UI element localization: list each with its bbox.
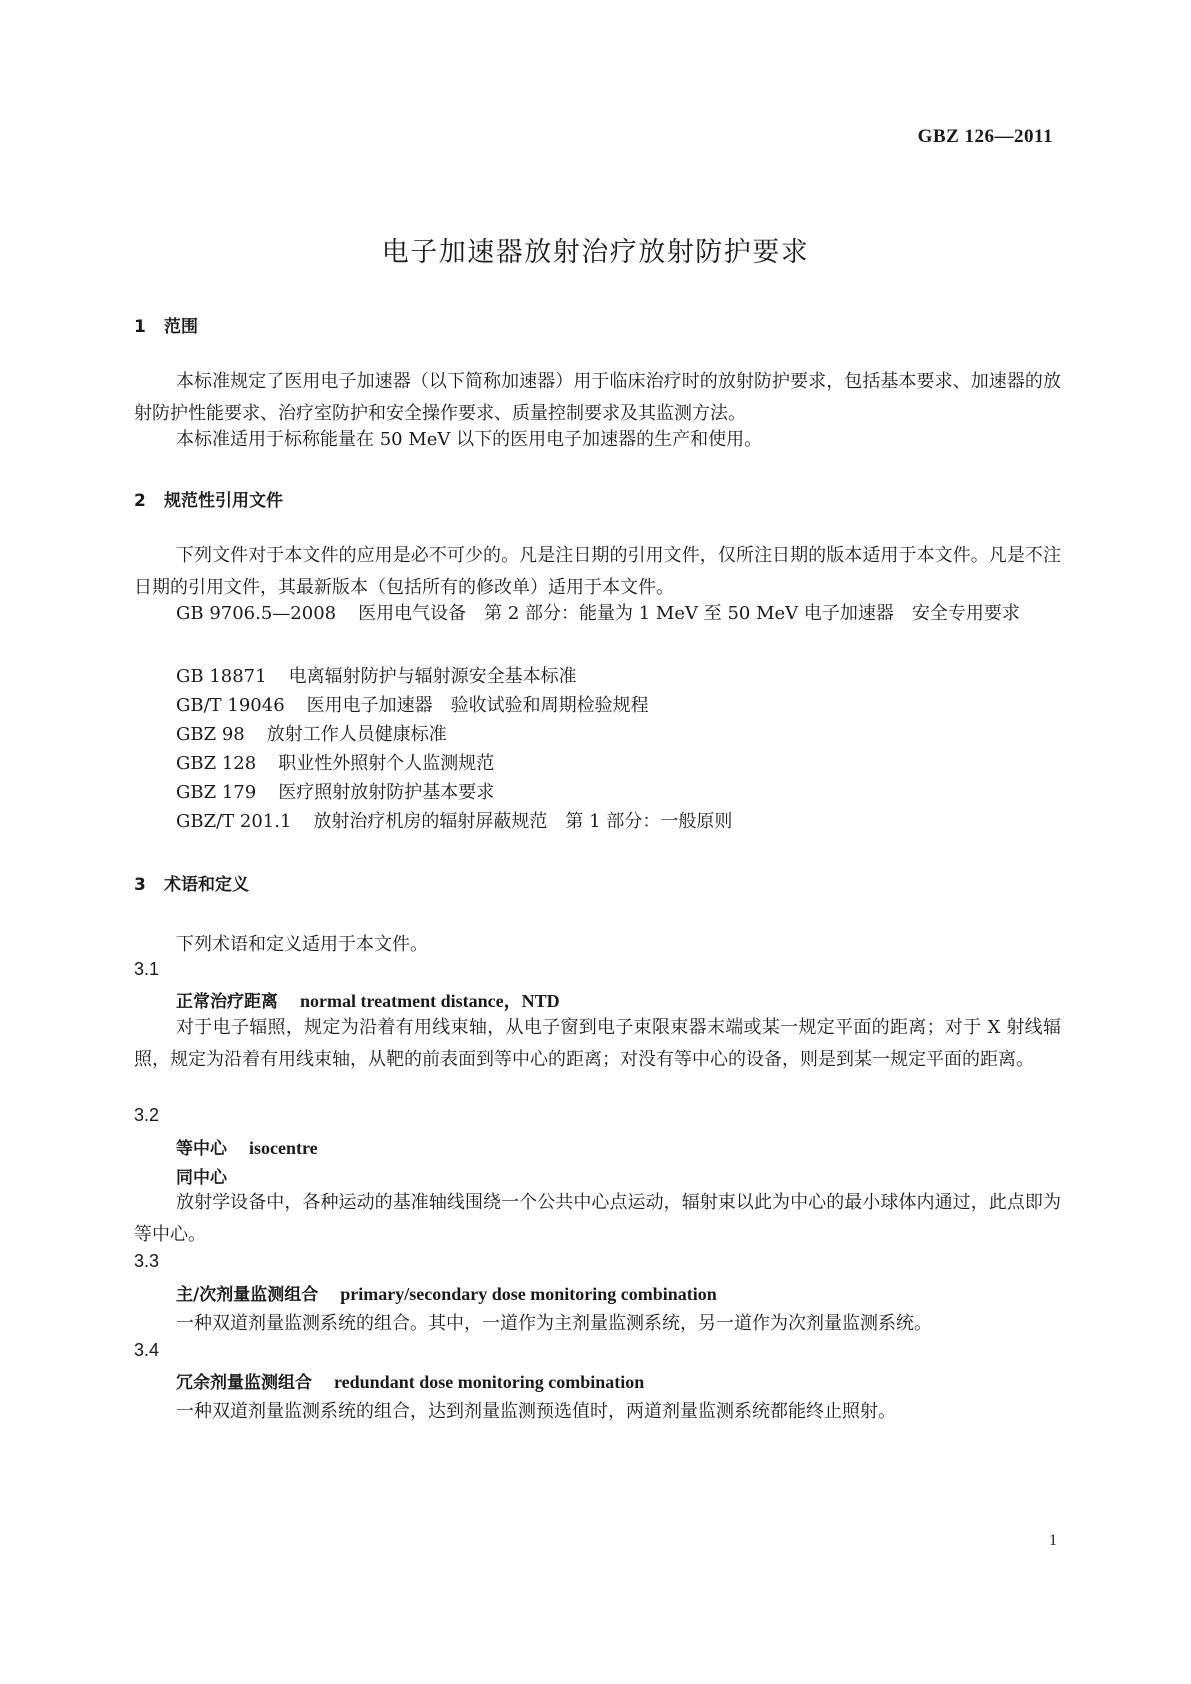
reference-item [176, 720, 447, 746]
section-title: 规范性引用文件 [164, 491, 283, 511]
section-title: 术语和定义 [164, 875, 249, 895]
section-2-intro: 下列文件对于本文件的应用是必不可少的。凡是注日期的引用文件，仅所注日期的版本适用于本文件。凡是不注日期的引用文件，其最新版本（包括所有的修改单）适用于本文件。 [134, 545, 1061, 598]
reference-code: GBZ/T 201.1 [176, 811, 292, 832]
section-title: 范围 [164, 317, 198, 337]
page-number: 1 [1049, 1532, 1057, 1549]
term-english: normal treatment distance，NTD [300, 991, 560, 1011]
reference-title: 医用电气设备 第 2 部分：能量为 1 MeV 至 50 MeV 电子加速器 安全专用要求 [358, 603, 1020, 624]
term-chinese: 冗余剂量监测组合 [176, 1373, 312, 1393]
section-3-intro: 下列术语和定义适用于本文件。 [176, 934, 428, 955]
reference-title: 放射治疗机房的辐射屏蔽规范 第 1 部分：一般原则 [313, 811, 733, 832]
reference-item [176, 807, 732, 833]
reference-code: GB/T 19046 [176, 695, 285, 716]
reference-item [176, 662, 577, 688]
section-2-heading [134, 486, 283, 511]
term-definition: 一种双道剂量监测系统的组合，达到剂量监测预选值时，两道剂量监测系统都能终止照射。 [176, 1401, 896, 1422]
section-1-paragraph: 本标准适用于标称能量在 50 MeV 以下的医用电子加速器的生产和使用。 [176, 429, 763, 450]
section-number: 3 [134, 875, 146, 895]
document-title: 电子加速器放射治疗放射防护要求 [381, 237, 810, 268]
reference-code: GB 9706.5—2008 [176, 603, 337, 624]
term-english: primary/secondary dose monitoring combination [340, 1284, 717, 1304]
term-heading [176, 1368, 644, 1393]
standard-code: GBZ 126—2011 [917, 126, 1053, 147]
reference-item [176, 749, 494, 775]
term-english: redundant dose monitoring combination [334, 1372, 645, 1392]
reference-title: 职业性外照射个人监测规范 [278, 753, 495, 774]
clause-number: 3.1 [134, 959, 160, 979]
section-number: 1 [134, 317, 146, 337]
term-heading [176, 987, 560, 1013]
reference-code: GBZ 179 [176, 782, 257, 803]
term-chinese: 正常治疗距离 [176, 992, 278, 1012]
reference-code: GBZ 128 [176, 753, 257, 774]
section-number: 2 [134, 491, 146, 511]
reference-item [176, 778, 494, 804]
reference-code: GBZ 98 [176, 724, 245, 745]
section-3-heading [134, 870, 249, 895]
reference-code: GB 18871 [176, 666, 267, 687]
term-definition: 一种双道剂量监测系统的组合。其中，一道作为主剂量监测系统，另一道作为次剂量监测系统。 [176, 1313, 932, 1334]
reference-title: 电离辐射防护与辐射源安全基本标准 [288, 666, 577, 687]
term-definition: 放射学设备中，各种运动的基准轴线围绕一个公共中心点运动，辐射束以此为中心的最小球体内通过，此点即为等中心。 [134, 1192, 1061, 1245]
clause-number: 3.4 [134, 1340, 160, 1360]
reference-item [176, 691, 649, 717]
term-chinese: 等中心 [176, 1139, 227, 1159]
term-alternative: 同中心 [176, 1168, 227, 1188]
reference-title: 医用电子加速器 验收试验和周期检验规程 [306, 695, 649, 716]
clause-number: 3.3 [134, 1251, 160, 1271]
reference-item [134, 598, 1061, 630]
reference-title: 放射工作人员健康标准 [266, 724, 447, 745]
reference-title: 医疗照射放射防护基本要求 [278, 782, 495, 803]
term-heading [176, 1134, 318, 1159]
section-1-paragraph: 本标准规定了医用电子加速器（以下简称加速器）用于临床治疗时的放射防护要求，包括基本要求、加速器的放射防护性能要求、治疗室防护和安全操作要求、质量控制要求及其监测方法。 [134, 371, 1061, 424]
section-1-heading [134, 312, 198, 337]
clause-number: 3.2 [134, 1105, 160, 1125]
term-definition: 对于电子辐照，规定为沿着有用线束轴，从电子窗到电子束限束器末端或某一规定平面的距离；对于 X 射线辐照，规定为沿着有用线束轴，从靶的前表面到等中心的距离；对没有等中心的设备，则是到某一规定平面的距离。 [134, 1017, 1061, 1070]
term-english: isocentre [249, 1138, 318, 1158]
term-chinese: 主/次剂量监测组合 [176, 1285, 319, 1305]
term-heading [176, 1280, 717, 1305]
